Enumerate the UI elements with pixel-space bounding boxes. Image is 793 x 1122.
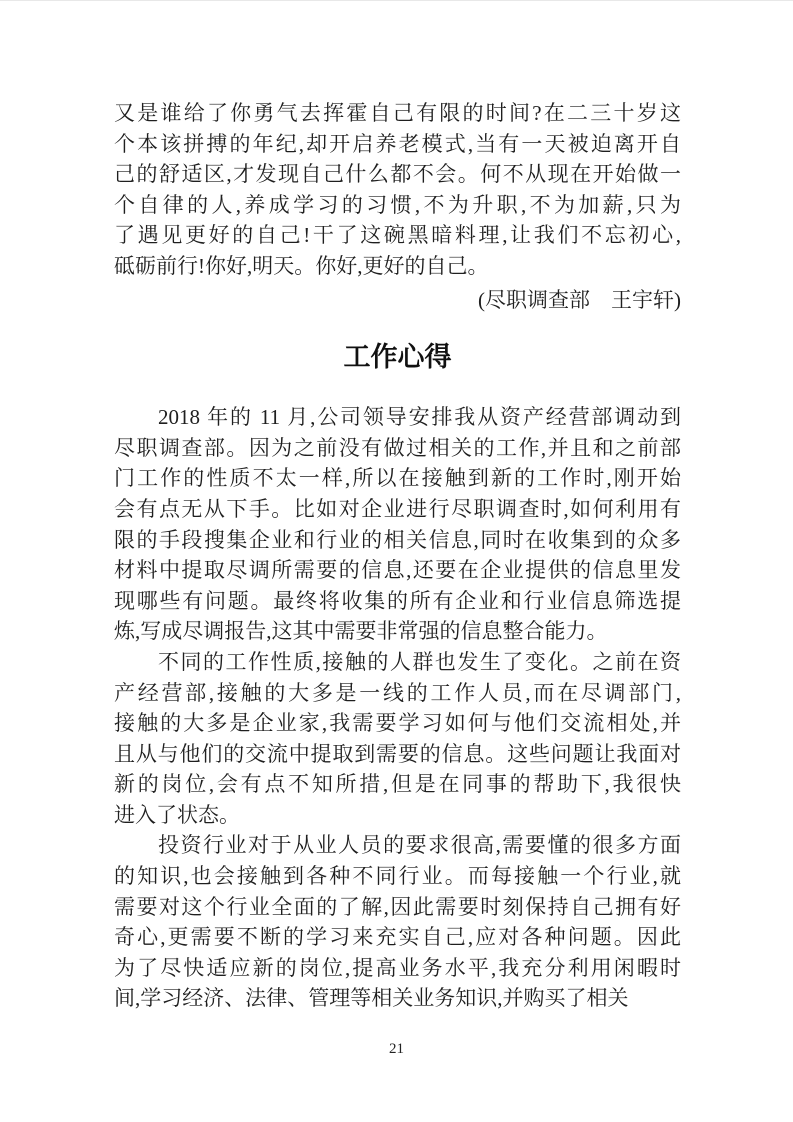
text-line: 了遇见更好的自己!干了这碗黑暗料理,让我们不忘初心,	[114, 223, 681, 248]
text-line: 个本该拼搏的年纪,却开启养老模式,当有一天被迫离开自	[114, 131, 681, 156]
paragraph-industry-learning	[114, 830, 681, 1014]
section-title: 工作心得	[343, 342, 452, 373]
text-line: 现哪些有问题。最终将收集的所有企业和行业信息筛选提	[114, 588, 681, 613]
text-line: 个自律的人,养成学习的习惯,不为升职,不为加薪,只为	[114, 192, 681, 217]
text-line: 投资行业对于从业人员的要求很高,需要懂的很多方面	[158, 833, 681, 858]
text-line: 限的手段搜集企业和行业的相关信息,同时在收集到的众多	[114, 527, 681, 552]
signature-line: (尽职调查部 王宇轩)	[478, 287, 681, 312]
text-line: 2018 年的 11 月,公司领导安排我从资产经营部调动到	[158, 405, 681, 430]
text-line: 己的舒适区,才发现自己什么都不会。何不从现在开始做一	[114, 162, 681, 187]
text-line: 新的岗位,会有点不知所措,但是在同事的帮助下,我很快	[114, 772, 681, 797]
text-line: 需要对这个行业全面的了解,因此需要时刻保持自己拥有好	[114, 894, 681, 919]
page-body	[114, 98, 681, 1014]
text-line: 会有点无从下手。比如对企业进行尽职调查时,如何利用有	[114, 496, 681, 521]
text-line: 且从与他们的交流中提取到需要的信息。这些问题让我面对	[114, 741, 681, 766]
continuation-paragraph	[114, 98, 681, 282]
page-number: 21	[389, 1041, 404, 1057]
text-line: 不同的工作性质,接触的人群也发生了变化。之前在资	[158, 649, 681, 674]
text-line: 的知识,也会接触到各种不同行业。而每接触一个行业,就	[114, 864, 681, 889]
paragraph-work-transfer	[114, 402, 681, 647]
text-line: 奇心,更需要不断的学习来充实自己,应对各种问题。因此	[114, 925, 681, 950]
paragraph-people-change	[114, 647, 681, 831]
text-line: 炼,写成尽调报告,这其中需要非常强的信息整合能力。	[114, 619, 608, 644]
text-line: 进入了状态。	[114, 802, 240, 827]
page-footer	[0, 1039, 793, 1059]
text-line: 间,学习经济、法律、管理等相关业务知识,并购买了相关	[114, 986, 629, 1011]
text-line: 接触的大多是企业家,我需要学习如何与他们交流相处,并	[114, 711, 681, 736]
text-line: 材料中提取尽调所需要的信息,还要在企业提供的信息里发	[114, 558, 681, 583]
text-line: 砥砺前行!你好,明天。你好,更好的自己。	[114, 253, 489, 278]
text-line: 又是谁给了你勇气去挥霍自己有限的时间?在二三十岁这	[114, 101, 681, 125]
text-line: 为了尽快适应新的岗位,提高业务水平,我充分利用闲暇时	[114, 955, 681, 980]
text-line: 门工作的性质不太一样,所以在接触到新的工作时,刚开始	[114, 466, 681, 491]
text-line: 尽职调查部。因为之前没有做过相关的工作,并且和之前部	[114, 435, 681, 460]
text-line: 产经营部,接触的大多是一线的工作人员,而在尽调部门,	[114, 680, 681, 705]
